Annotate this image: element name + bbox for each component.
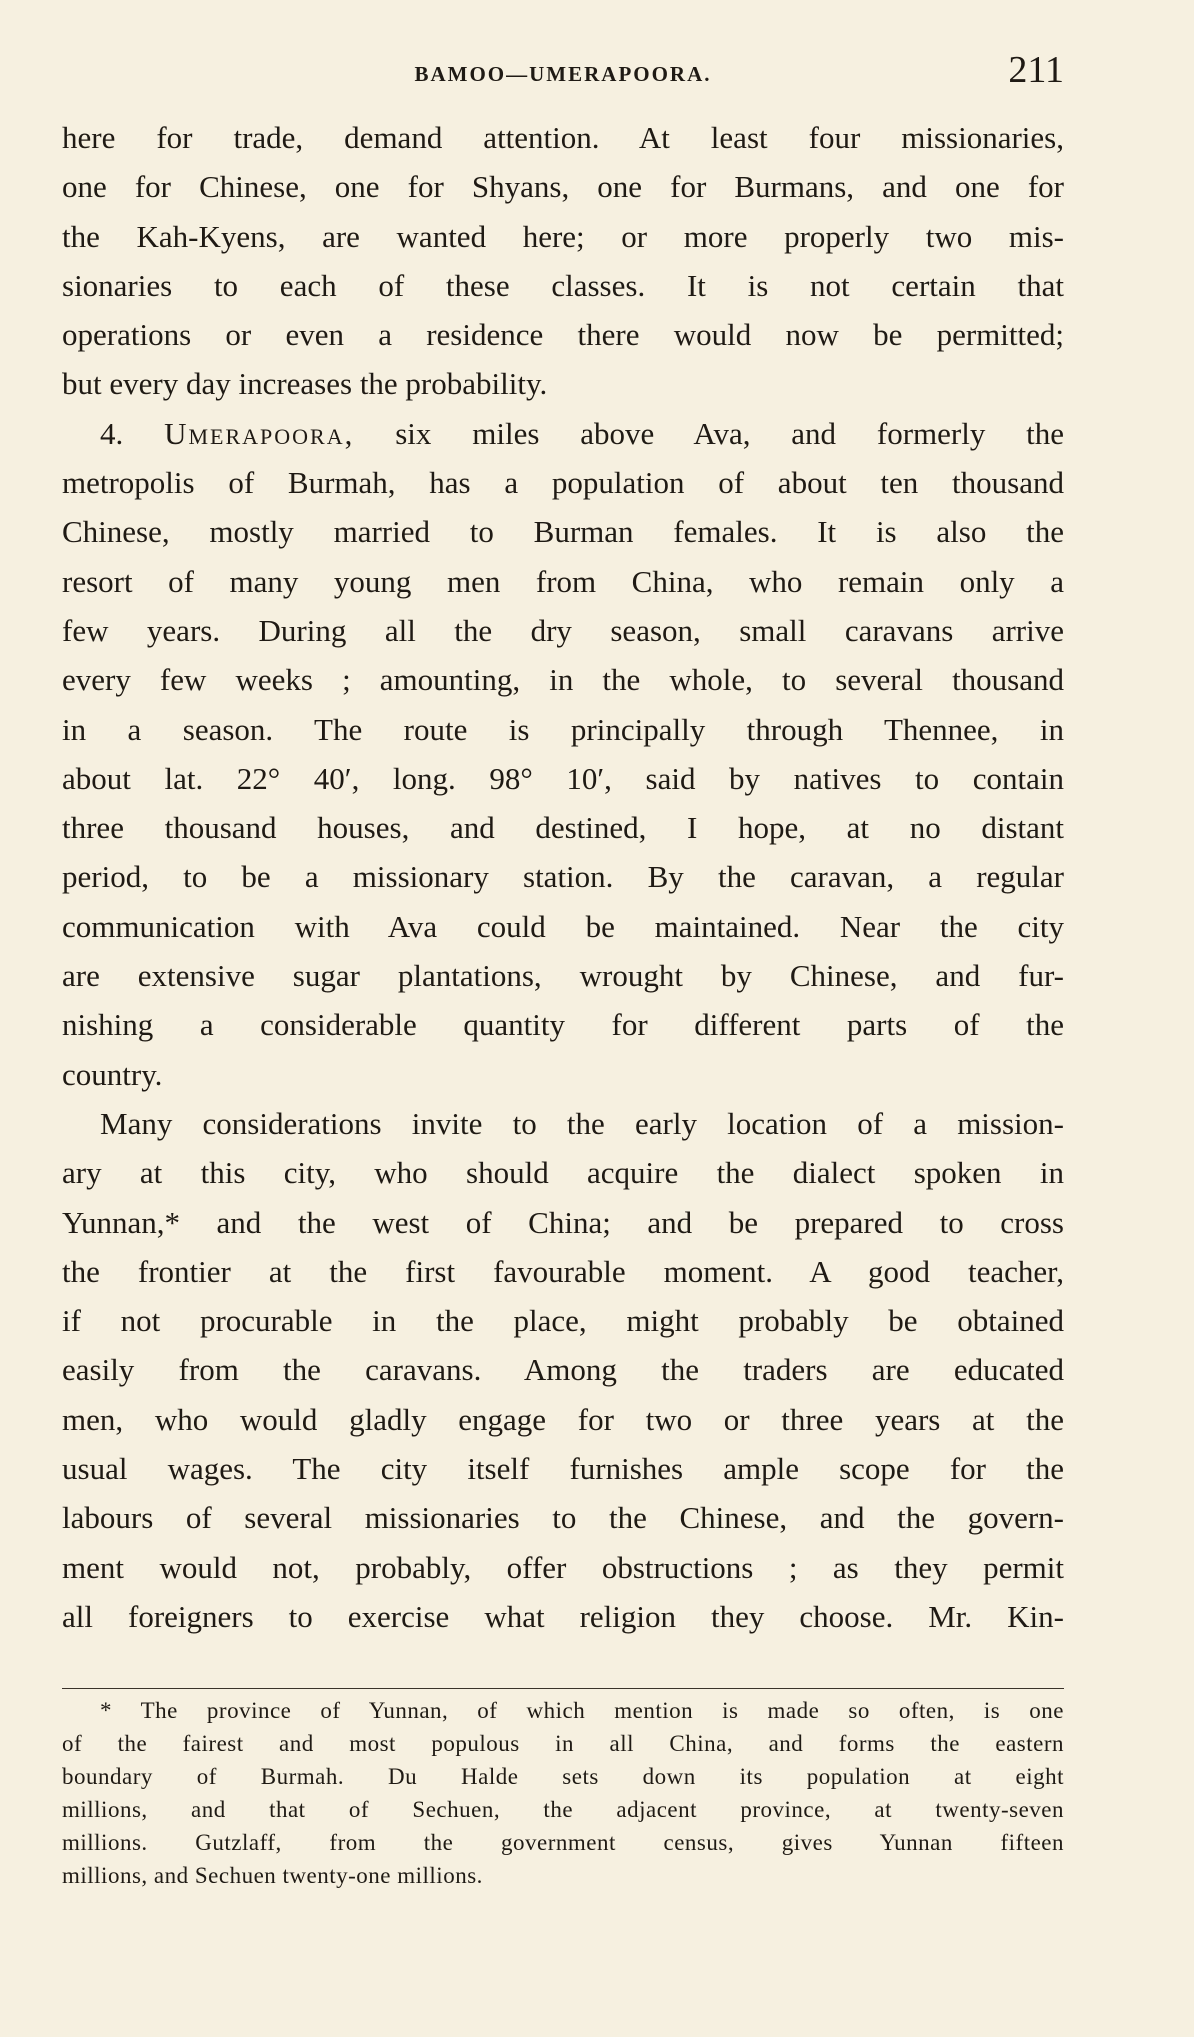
- text-line: the frontier at the first favourable moment. A good teacher,: [62, 1253, 1064, 1289]
- footnote-line: millions, and that of Sechuen, the adjacent province, at twenty-seven: [62, 1797, 1064, 1822]
- text-line: all foreigners to exercise what religion they choose. Mr. Kin-: [62, 1598, 1064, 1634]
- footnote-line: millions. Gutzlaff, from the government census, gives Yunnan fifteen: [62, 1830, 1064, 1855]
- body-text: [62, 113, 1064, 1641]
- paragraph-start-line: [62, 409, 1064, 458]
- footnote-line: boundary of Burmah. Du Halde sets down its population at eight: [62, 1764, 1064, 1789]
- text-line: are extensive sugar plantations, wrought by Chinese, and fur-: [62, 958, 1064, 994]
- place-name: Umerapoora,: [164, 415, 355, 451]
- text-line: if not procurable in the place, might probably be obtained: [62, 1303, 1064, 1339]
- text-line: men, who would gladly engage for two or three years at the: [62, 1401, 1064, 1437]
- text-line: Yunnan,* and the west of China; and be prepared to cross: [62, 1204, 1064, 1240]
- text-line: resort of many young men from China, who remain only a: [62, 563, 1064, 599]
- text-line: three thousand houses, and destined, I hope, at no distant: [62, 810, 1064, 846]
- footnote-line: * The province of Yunnan, of which mention is made so often, is one: [100, 1698, 1064, 1723]
- paragraph-start-line: Many considerations invite to the early location of a mission-: [100, 1105, 1064, 1141]
- text-line: few years. During all the dry season, small caravans arrive: [62, 612, 1064, 648]
- footnote-line: millions, and Sechuen twenty-one millions.: [62, 1863, 483, 1888]
- text-line: Chinese, mostly married to Burman females. It is also the: [62, 514, 1064, 550]
- text-line: about lat. 22° 40′, long. 98° 10′, said by natives to contain: [62, 760, 1064, 796]
- footnote-rule: [62, 1688, 1064, 1689]
- text-line: communication with Ava could be maintained. Near the city: [62, 908, 1064, 944]
- text-line: but every day increases the probability.: [62, 366, 548, 402]
- text-line: every few weeks ; amounting, in the whole, to several thousand: [62, 662, 1064, 698]
- text-line: usual wages. The city itself furnishes ample scope for the: [62, 1451, 1064, 1487]
- text-line: the Kah-Kyens, are wanted here; or more properly two mis-: [62, 218, 1064, 254]
- text-line: nishing a considerable quantity for different parts of the: [62, 1007, 1064, 1043]
- running-head: [62, 48, 1064, 98]
- text-line: metropolis of Burmah, has a population of about ten thousand: [62, 465, 1064, 501]
- text-line: ary at this city, who should acquire the dialect spoken in: [62, 1155, 1064, 1191]
- text-line: ment would not, probably, offer obstructions ; as they permit: [62, 1549, 1064, 1585]
- footnote-line: of the fairest and most populous in all China, and forms the eastern: [62, 1731, 1064, 1756]
- text-line: country.: [62, 1056, 163, 1092]
- page-number: 211: [1008, 49, 1064, 91]
- running-title: BAMOO—UMERAPOORA.: [414, 62, 712, 86]
- text-line: easily from the caravans. Among the traders are educated: [62, 1352, 1064, 1388]
- text-line: one for Chinese, one for Shyans, one for Burmans, and one for: [62, 169, 1064, 205]
- text-run: six miles above Ava, and formerly the: [395, 415, 1064, 451]
- section-number: 4.: [100, 415, 124, 451]
- text-line: in a season. The route is principally through Thennee, in: [62, 711, 1064, 747]
- text-line: sionaries to each of these classes. It is not certain that: [62, 267, 1064, 303]
- text-line: period, to be a missionary station. By the caravan, a regular: [62, 859, 1064, 895]
- text-line: here for trade, demand attention. At least four missionaries,: [62, 120, 1064, 155]
- text-line: labours of several missionaries to the Chinese, and the govern-: [62, 1500, 1064, 1536]
- text-line: operations or even a residence there would now be permitted;: [62, 317, 1064, 353]
- footnote: [62, 1694, 1064, 1892]
